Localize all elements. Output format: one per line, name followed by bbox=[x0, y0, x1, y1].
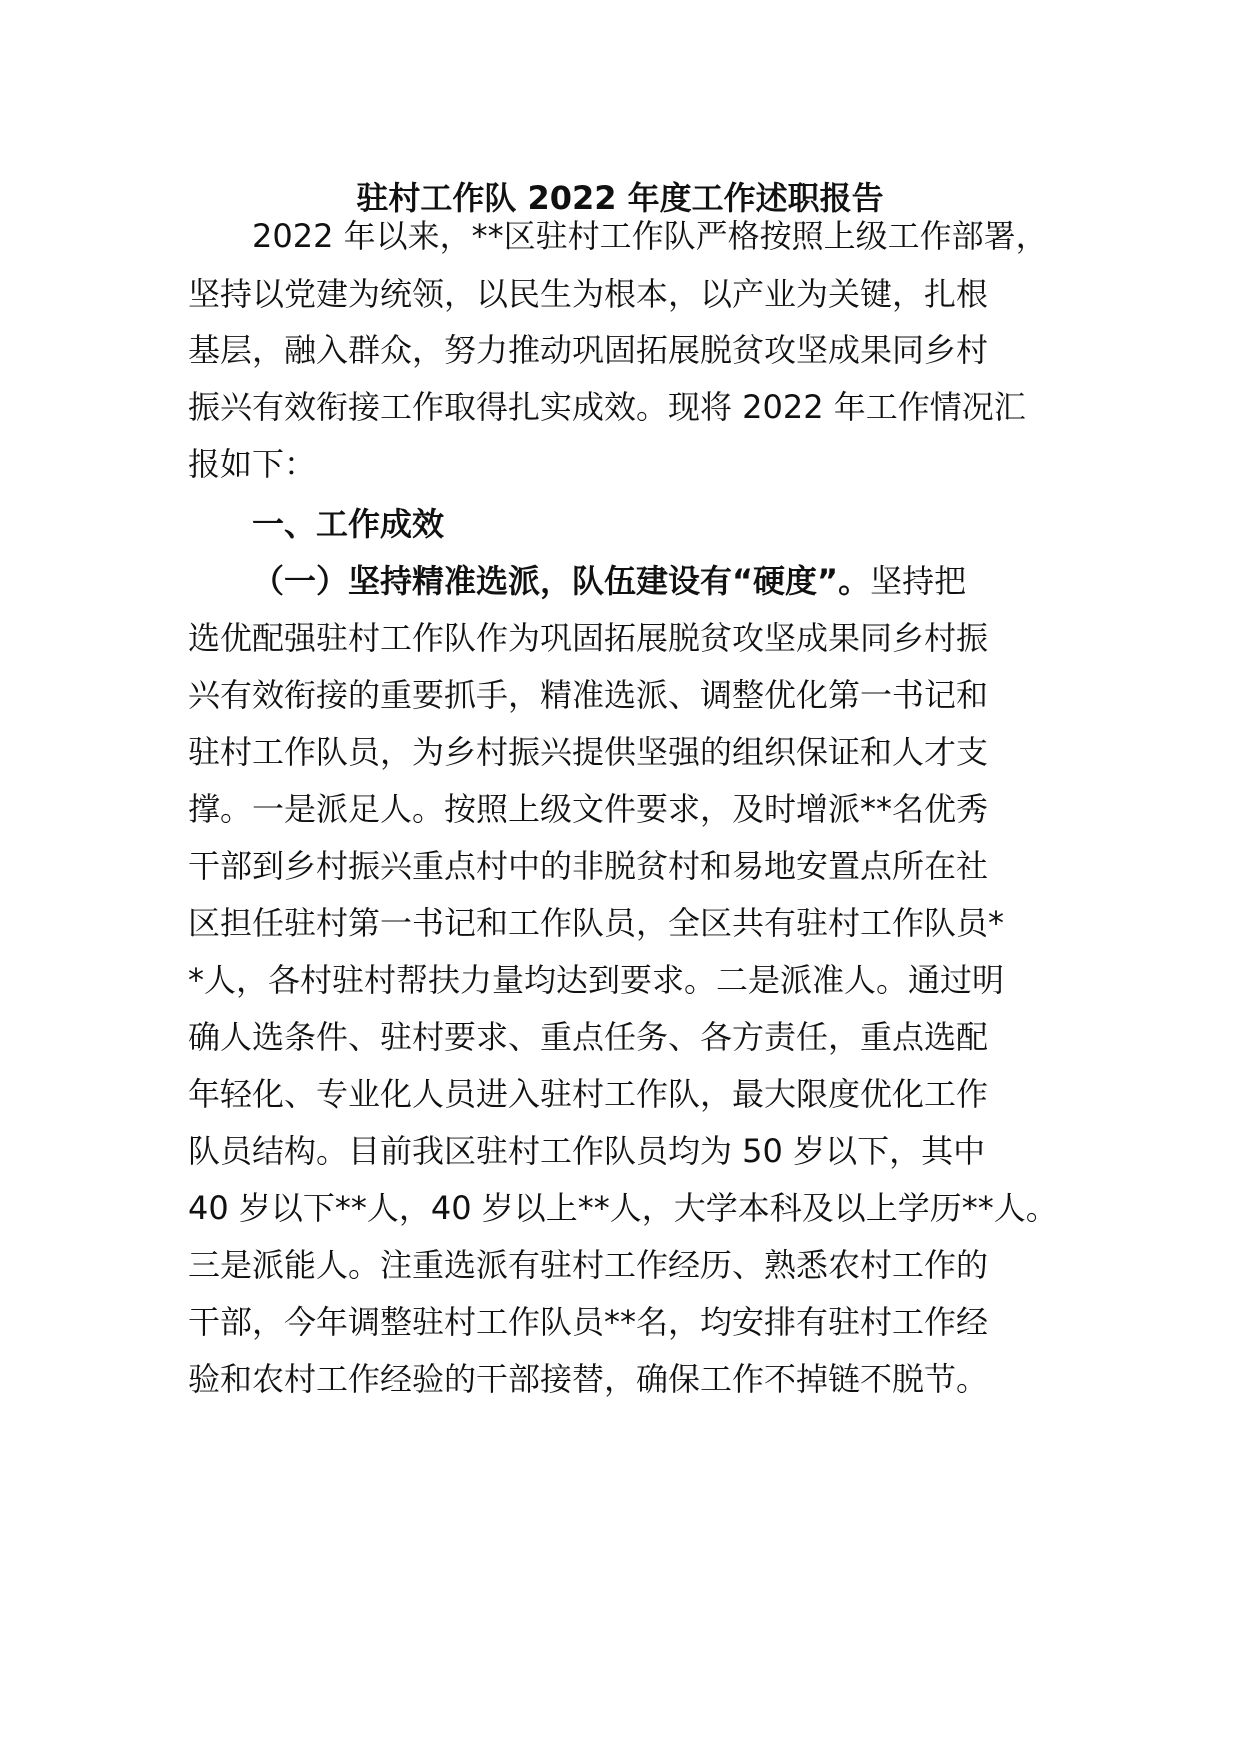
subsection-heading: （一）坚持精准选派，队伍建设有“硬度”。 bbox=[252, 562, 871, 600]
paragraph-line: 撑。一是派足人。按照上级文件要求，及时增派**名优秀 bbox=[188, 790, 989, 828]
paragraph-line: 40 岁以下**人，40 岁以上**人，大学本科及以上学历**人。 bbox=[188, 1189, 1058, 1227]
paragraph-line: 确人选条件、驻村要求、重点任务、各方责任，重点选配 bbox=[188, 1018, 989, 1056]
paragraph-line: 2022 年以来，**区驻村工作队严格按照上级工作部署， bbox=[252, 217, 1048, 255]
paragraph-line: 振兴有效衔接工作取得扎实成效。现将 2022 年工作情况汇 bbox=[188, 388, 1026, 426]
paragraph-line: 验和农村工作经验的干部接替，确保工作不掉链不脱节。 bbox=[188, 1360, 989, 1398]
section-heading: 一、工作成效 bbox=[252, 505, 445, 543]
paragraph-line: 兴有效衔接的重要抓手，精准选派、调整优化第一书记和 bbox=[188, 676, 989, 714]
paragraph-line: 选优配强驻村工作队作为巩固拓展脱贫攻坚成果同乡村振 bbox=[188, 619, 989, 657]
paragraph-line: 队员结构。目前我区驻村工作队员均为 50 岁以下，其中 bbox=[188, 1132, 986, 1170]
subsection-line bbox=[188, 555, 1152, 607]
paragraph-line: 干部，今年调整驻村工作队员**名，均安排有驻村工作经 bbox=[188, 1303, 989, 1341]
paragraph-line: 坚持以党建为统领，以民生为根本，以产业为关键，扎根 bbox=[188, 275, 989, 313]
paragraph-line: 年轻化、专业化人员进入驻村工作队，最大限度优化工作 bbox=[188, 1075, 989, 1113]
paragraph-line: 报如下： bbox=[188, 445, 317, 483]
paragraph-line: *人，各村驻村帮扶力量均达到要求。二是派准人。通过明 bbox=[188, 961, 1005, 999]
subsection-text: 坚持把 bbox=[870, 562, 967, 600]
paragraph-line: 区担任驻村第一书记和工作队员，全区共有驻村工作队员* bbox=[188, 904, 1005, 942]
paragraph-line: 驻村工作队员，为乡村振兴提供坚强的组织保证和人才支 bbox=[188, 733, 989, 771]
paragraph-line: 三是派能人。注重选派有驻村工作经历、熟悉农村工作的 bbox=[188, 1246, 989, 1284]
document-title: 驻村工作队 2022 年度工作述职报告 bbox=[356, 179, 884, 217]
paragraph-line: 基层，融入群众，努力推动巩固拓展脱贫攻坚成果同乡村 bbox=[188, 331, 989, 369]
paragraph-line: 干部到乡村振兴重点村中的非脱贫村和易地安置点所在社 bbox=[188, 847, 989, 885]
